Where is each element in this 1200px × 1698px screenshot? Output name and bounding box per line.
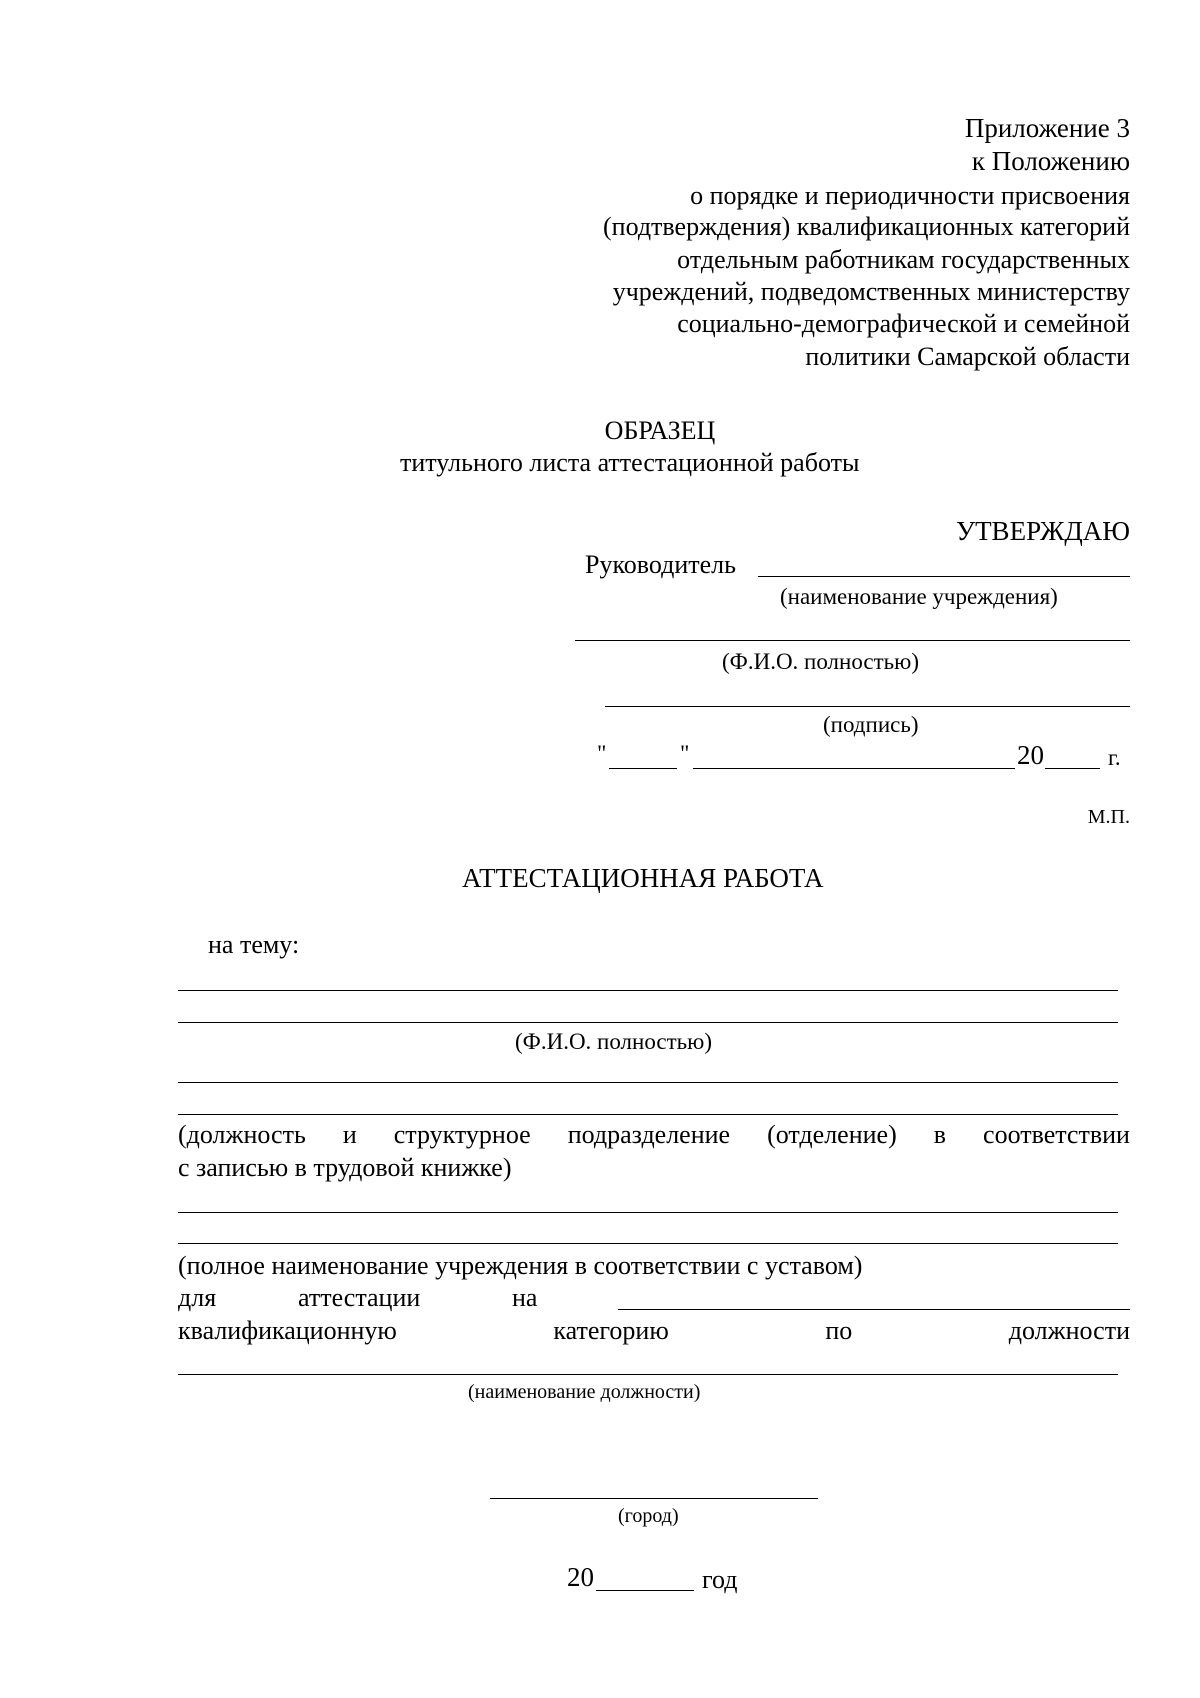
work-title: АТТЕСТАЦИОННАЯ РАБОТА [462,863,824,893]
appendix-line-7: социально-демографической и семейной [677,309,1130,338]
date-year-suffix: г. [1108,745,1121,770]
attestation-line [618,1309,1130,1310]
position-line-2 [178,1114,1118,1115]
category-word: категорию [553,1316,669,1345]
topic-label: на тему: [208,930,300,959]
topic-line-1 [178,990,1118,991]
category-word: квалификационную [178,1316,397,1345]
head-fio-caption: (Ф.И.О. полностью) [722,649,920,674]
signature-line [605,706,1130,707]
date-year-prefix: 20 [1017,740,1044,770]
date-month-line [693,768,1015,769]
sample-title: ОБРАЗЕЦ [604,416,716,445]
position-caption-word: (должность [178,1120,306,1149]
position-line-1 [178,1082,1118,1083]
approval-heading: УТВЕРЖДАЮ [955,516,1130,546]
author-fio-caption: (Ф.И.О. полностью) [515,1029,713,1054]
appendix-line-5: отдельным работникам государственных [677,245,1130,274]
appendix-line-6: учреждений, подведомственных министерству [612,277,1130,306]
date-quote-open: " [597,741,607,766]
date-year-line [1045,768,1100,769]
appendix-line-1: Приложение 3 [964,113,1130,143]
sample-subtitle: титульного листа аттестационной работы [400,448,860,477]
full-institution-caption: (полное наименование учреждения в соответствии с уставом) [178,1251,863,1280]
position-caption-word: в [933,1120,947,1149]
city-line [490,1498,818,1499]
institution-name-line [758,576,1130,577]
category-word: должности [1008,1316,1130,1345]
signature-caption: (подпись) [823,712,919,737]
appendix-line-8: политики Самарской области [805,342,1130,371]
year-line [596,1590,694,1591]
position-caption-word: соответствии [983,1120,1130,1149]
category-word: по [825,1316,853,1345]
institution-line-2 [178,1243,1118,1244]
date-quote-close: " [680,741,690,766]
appendix-line-2: к Положению [971,146,1130,176]
topic-line-2 [178,1022,1118,1023]
position-caption-word: структурное [393,1120,531,1149]
appendix-line-3: о порядке и периодичности присвоения [690,181,1130,210]
position-name-line [178,1374,1118,1375]
city-caption: (город) [618,1505,679,1527]
position-caption-line-2: с записью в трудовой книжке) [178,1153,512,1182]
appendix-line-4: (подтверждения) квалификационных категорий [603,212,1130,241]
year-prefix: 20 [567,1562,594,1592]
position-caption-word: и [342,1120,357,1149]
category-row [178,1318,1130,1344]
attestation-word-2: аттестации [298,1283,421,1312]
year-word: год [702,1565,738,1594]
position-name-caption: (наименование должности) [468,1381,701,1403]
institution-line-1 [178,1212,1118,1213]
position-caption-word: (отделение) [767,1120,897,1149]
date-day-line [609,768,677,769]
attestation-word-3: на [512,1283,538,1312]
head-label: Руководитель [585,550,736,579]
attestation-word-1: для [178,1283,217,1312]
head-fio-line [575,640,1130,641]
institution-caption: (наименование учреждения) [780,584,1058,609]
position-caption-word: подразделение [567,1120,731,1149]
seal-mark: М.П. [1087,806,1130,828]
position-caption-line-1 [178,1122,1130,1148]
